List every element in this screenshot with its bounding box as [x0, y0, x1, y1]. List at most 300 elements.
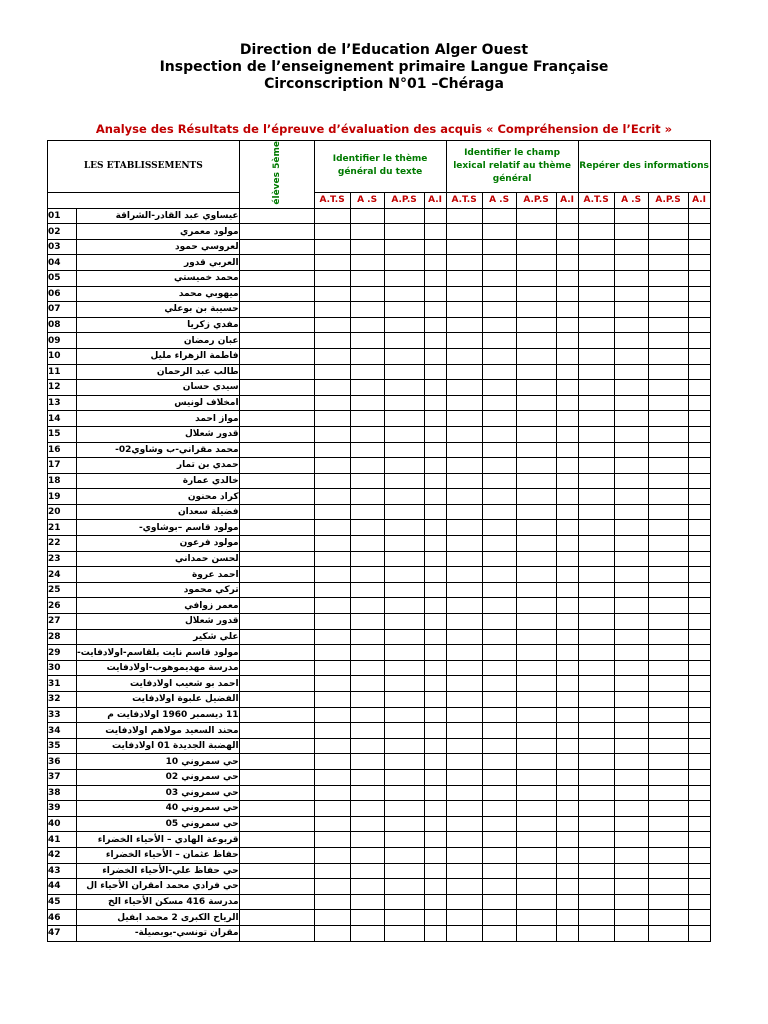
result-cell[interactable] — [614, 473, 648, 489]
result-cell[interactable] — [350, 769, 384, 785]
result-cell[interactable] — [578, 208, 614, 224]
result-cell[interactable] — [424, 442, 446, 458]
result-cell[interactable] — [424, 551, 446, 567]
result-cell[interactable] — [350, 224, 384, 240]
result-cell[interactable] — [578, 255, 614, 271]
result-cell[interactable] — [688, 832, 710, 848]
result-cell[interactable] — [446, 707, 482, 723]
result-cell[interactable] — [578, 536, 614, 552]
students-count-cell[interactable] — [239, 692, 314, 708]
students-count-cell[interactable] — [239, 504, 314, 520]
result-cell[interactable] — [482, 785, 516, 801]
result-cell[interactable] — [314, 317, 350, 333]
result-cell[interactable] — [384, 863, 424, 879]
result-cell[interactable] — [446, 426, 482, 442]
result-cell[interactable] — [424, 863, 446, 879]
result-cell[interactable] — [556, 364, 578, 380]
result-cell[interactable] — [516, 380, 556, 396]
result-cell[interactable] — [350, 520, 384, 536]
result-cell[interactable] — [384, 551, 424, 567]
students-count-cell[interactable] — [239, 769, 314, 785]
result-cell[interactable] — [614, 520, 648, 536]
result-cell[interactable] — [688, 302, 710, 318]
result-cell[interactable] — [614, 411, 648, 427]
result-cell[interactable] — [482, 707, 516, 723]
result-cell[interactable] — [314, 801, 350, 817]
result-cell[interactable] — [350, 863, 384, 879]
result-cell[interactable] — [688, 411, 710, 427]
result-cell[interactable] — [424, 832, 446, 848]
result-cell[interactable] — [314, 925, 350, 941]
result-cell[interactable] — [424, 816, 446, 832]
result-cell[interactable] — [648, 536, 688, 552]
result-cell[interactable] — [578, 785, 614, 801]
result-cell[interactable] — [516, 660, 556, 676]
result-cell[interactable] — [516, 364, 556, 380]
students-count-cell[interactable] — [239, 489, 314, 505]
result-cell[interactable] — [482, 925, 516, 941]
result-cell[interactable] — [314, 567, 350, 583]
result-cell[interactable] — [384, 910, 424, 926]
result-cell[interactable] — [648, 863, 688, 879]
result-cell[interactable] — [314, 614, 350, 630]
result-cell[interactable] — [482, 629, 516, 645]
result-cell[interactable] — [424, 380, 446, 396]
result-cell[interactable] — [556, 286, 578, 302]
result-cell[interactable] — [482, 395, 516, 411]
result-cell[interactable] — [424, 754, 446, 770]
result-cell[interactable] — [424, 910, 446, 926]
result-cell[interactable] — [688, 816, 710, 832]
result-cell[interactable] — [688, 224, 710, 240]
result-cell[interactable] — [384, 723, 424, 739]
result-cell[interactable] — [446, 738, 482, 754]
result-cell[interactable] — [350, 910, 384, 926]
result-cell[interactable] — [614, 504, 648, 520]
students-count-cell[interactable] — [239, 208, 314, 224]
result-cell[interactable] — [314, 910, 350, 926]
result-cell[interactable] — [384, 489, 424, 505]
result-cell[interactable] — [516, 723, 556, 739]
result-cell[interactable] — [482, 816, 516, 832]
result-cell[interactable] — [614, 364, 648, 380]
result-cell[interactable] — [482, 442, 516, 458]
result-cell[interactable] — [556, 723, 578, 739]
result-cell[interactable] — [516, 458, 556, 474]
result-cell[interactable] — [614, 925, 648, 941]
result-cell[interactable] — [516, 317, 556, 333]
result-cell[interactable] — [556, 847, 578, 863]
result-cell[interactable] — [446, 302, 482, 318]
result-cell[interactable] — [688, 894, 710, 910]
result-cell[interactable] — [384, 660, 424, 676]
result-cell[interactable] — [578, 847, 614, 863]
result-cell[interactable] — [446, 536, 482, 552]
result-cell[interactable] — [688, 458, 710, 474]
students-count-cell[interactable] — [239, 333, 314, 349]
result-cell[interactable] — [688, 801, 710, 817]
result-cell[interactable] — [314, 785, 350, 801]
result-cell[interactable] — [482, 894, 516, 910]
result-cell[interactable] — [516, 567, 556, 583]
students-count-cell[interactable] — [239, 879, 314, 895]
result-cell[interactable] — [350, 458, 384, 474]
result-cell[interactable] — [424, 738, 446, 754]
result-cell[interactable] — [350, 551, 384, 567]
result-cell[interactable] — [578, 504, 614, 520]
result-cell[interactable] — [516, 551, 556, 567]
students-count-cell[interactable] — [239, 723, 314, 739]
result-cell[interactable] — [516, 239, 556, 255]
result-cell[interactable] — [384, 754, 424, 770]
students-count-cell[interactable] — [239, 364, 314, 380]
result-cell[interactable] — [314, 551, 350, 567]
result-cell[interactable] — [446, 255, 482, 271]
result-cell[interactable] — [556, 863, 578, 879]
result-cell[interactable] — [384, 707, 424, 723]
result-cell[interactable] — [578, 582, 614, 598]
students-count-cell[interactable] — [239, 442, 314, 458]
result-cell[interactable] — [578, 364, 614, 380]
result-cell[interactable] — [314, 520, 350, 536]
result-cell[interactable] — [424, 520, 446, 536]
result-cell[interactable] — [482, 801, 516, 817]
result-cell[interactable] — [446, 676, 482, 692]
result-cell[interactable] — [350, 426, 384, 442]
result-cell[interactable] — [446, 395, 482, 411]
result-cell[interactable] — [446, 629, 482, 645]
result-cell[interactable] — [614, 660, 648, 676]
result-cell[interactable] — [578, 910, 614, 926]
result-cell[interactable] — [482, 551, 516, 567]
result-cell[interactable] — [648, 286, 688, 302]
result-cell[interactable] — [350, 348, 384, 364]
result-cell[interactable] — [482, 270, 516, 286]
students-count-cell[interactable] — [239, 582, 314, 598]
result-cell[interactable] — [578, 270, 614, 286]
result-cell[interactable] — [614, 894, 648, 910]
result-cell[interactable] — [688, 551, 710, 567]
result-cell[interactable] — [648, 551, 688, 567]
result-cell[interactable] — [446, 489, 482, 505]
result-cell[interactable] — [350, 925, 384, 941]
result-cell[interactable] — [516, 598, 556, 614]
result-cell[interactable] — [446, 551, 482, 567]
result-cell[interactable] — [446, 567, 482, 583]
result-cell[interactable] — [648, 692, 688, 708]
result-cell[interactable] — [482, 380, 516, 396]
result-cell[interactable] — [648, 582, 688, 598]
result-cell[interactable] — [384, 348, 424, 364]
result-cell[interactable] — [516, 255, 556, 271]
result-cell[interactable] — [384, 442, 424, 458]
result-cell[interactable] — [578, 816, 614, 832]
students-count-cell[interactable] — [239, 645, 314, 661]
result-cell[interactable] — [314, 395, 350, 411]
result-cell[interactable] — [648, 348, 688, 364]
students-count-cell[interactable] — [239, 411, 314, 427]
result-cell[interactable] — [614, 723, 648, 739]
result-cell[interactable] — [556, 348, 578, 364]
result-cell[interactable] — [688, 473, 710, 489]
result-cell[interactable] — [516, 270, 556, 286]
result-cell[interactable] — [384, 785, 424, 801]
result-cell[interactable] — [482, 317, 516, 333]
result-cell[interactable] — [384, 567, 424, 583]
students-count-cell[interactable] — [239, 614, 314, 630]
result-cell[interactable] — [350, 270, 384, 286]
result-cell[interactable] — [688, 645, 710, 661]
result-cell[interactable] — [314, 442, 350, 458]
result-cell[interactable] — [482, 614, 516, 630]
result-cell[interactable] — [350, 317, 384, 333]
result-cell[interactable] — [482, 348, 516, 364]
result-cell[interactable] — [648, 489, 688, 505]
result-cell[interactable] — [614, 551, 648, 567]
result-cell[interactable] — [688, 520, 710, 536]
result-cell[interactable] — [688, 660, 710, 676]
result-cell[interactable] — [482, 598, 516, 614]
result-cell[interactable] — [350, 567, 384, 583]
result-cell[interactable] — [688, 504, 710, 520]
result-cell[interactable] — [516, 894, 556, 910]
result-cell[interactable] — [424, 785, 446, 801]
result-cell[interactable] — [314, 239, 350, 255]
result-cell[interactable] — [556, 660, 578, 676]
result-cell[interactable] — [314, 582, 350, 598]
students-count-cell[interactable] — [239, 567, 314, 583]
result-cell[interactable] — [556, 208, 578, 224]
result-cell[interactable] — [516, 426, 556, 442]
result-cell[interactable] — [424, 660, 446, 676]
result-cell[interactable] — [556, 582, 578, 598]
result-cell[interactable] — [482, 738, 516, 754]
result-cell[interactable] — [482, 847, 516, 863]
result-cell[interactable] — [578, 520, 614, 536]
students-count-cell[interactable] — [239, 801, 314, 817]
result-cell[interactable] — [314, 333, 350, 349]
result-cell[interactable] — [578, 567, 614, 583]
result-cell[interactable] — [350, 489, 384, 505]
result-cell[interactable] — [482, 692, 516, 708]
result-cell[interactable] — [578, 239, 614, 255]
result-cell[interactable] — [482, 863, 516, 879]
result-cell[interactable] — [384, 426, 424, 442]
result-cell[interactable] — [578, 489, 614, 505]
result-cell[interactable] — [482, 832, 516, 848]
result-cell[interactable] — [648, 239, 688, 255]
result-cell[interactable] — [424, 224, 446, 240]
result-cell[interactable] — [314, 208, 350, 224]
result-cell[interactable] — [516, 504, 556, 520]
result-cell[interactable] — [556, 504, 578, 520]
result-cell[interactable] — [424, 348, 446, 364]
result-cell[interactable] — [350, 707, 384, 723]
students-count-cell[interactable] — [239, 536, 314, 552]
result-cell[interactable] — [314, 660, 350, 676]
result-cell[interactable] — [424, 411, 446, 427]
result-cell[interactable] — [384, 536, 424, 552]
result-cell[interactable] — [648, 645, 688, 661]
result-cell[interactable] — [614, 801, 648, 817]
result-cell[interactable] — [482, 302, 516, 318]
result-cell[interactable] — [516, 582, 556, 598]
result-cell[interactable] — [384, 801, 424, 817]
result-cell[interactable] — [424, 614, 446, 630]
result-cell[interactable] — [350, 380, 384, 396]
result-cell[interactable] — [614, 738, 648, 754]
result-cell[interactable] — [482, 910, 516, 926]
result-cell[interactable] — [314, 692, 350, 708]
result-cell[interactable] — [614, 224, 648, 240]
result-cell[interactable] — [516, 863, 556, 879]
result-cell[interactable] — [314, 364, 350, 380]
result-cell[interactable] — [350, 894, 384, 910]
result-cell[interactable] — [648, 629, 688, 645]
result-cell[interactable] — [314, 676, 350, 692]
result-cell[interactable] — [314, 458, 350, 474]
result-cell[interactable] — [384, 676, 424, 692]
result-cell[interactable] — [556, 411, 578, 427]
result-cell[interactable] — [384, 286, 424, 302]
result-cell[interactable] — [688, 723, 710, 739]
result-cell[interactable] — [688, 270, 710, 286]
result-cell[interactable] — [578, 426, 614, 442]
result-cell[interactable] — [482, 567, 516, 583]
result-cell[interactable] — [350, 473, 384, 489]
result-cell[interactable] — [384, 582, 424, 598]
result-cell[interactable] — [578, 224, 614, 240]
students-count-cell[interactable] — [239, 925, 314, 941]
result-cell[interactable] — [578, 395, 614, 411]
result-cell[interactable] — [482, 411, 516, 427]
result-cell[interactable] — [648, 816, 688, 832]
result-cell[interactable] — [516, 769, 556, 785]
result-cell[interactable] — [314, 224, 350, 240]
result-cell[interactable] — [482, 520, 516, 536]
students-count-cell[interactable] — [239, 224, 314, 240]
result-cell[interactable] — [314, 286, 350, 302]
result-cell[interactable] — [578, 473, 614, 489]
result-cell[interactable] — [350, 879, 384, 895]
result-cell[interactable] — [578, 458, 614, 474]
result-cell[interactable] — [578, 832, 614, 848]
result-cell[interactable] — [614, 785, 648, 801]
result-cell[interactable] — [648, 738, 688, 754]
result-cell[interactable] — [578, 348, 614, 364]
result-cell[interactable] — [482, 645, 516, 661]
result-cell[interactable] — [424, 208, 446, 224]
result-cell[interactable] — [314, 816, 350, 832]
result-cell[interactable] — [556, 333, 578, 349]
result-cell[interactable] — [688, 286, 710, 302]
result-cell[interactable] — [446, 816, 482, 832]
result-cell[interactable] — [688, 255, 710, 271]
result-cell[interactable] — [482, 754, 516, 770]
result-cell[interactable] — [614, 395, 648, 411]
students-count-cell[interactable] — [239, 270, 314, 286]
result-cell[interactable] — [424, 473, 446, 489]
result-cell[interactable] — [648, 832, 688, 848]
result-cell[interactable] — [614, 302, 648, 318]
result-cell[interactable] — [314, 473, 350, 489]
result-cell[interactable] — [648, 504, 688, 520]
result-cell[interactable] — [350, 832, 384, 848]
result-cell[interactable] — [614, 847, 648, 863]
students-count-cell[interactable] — [239, 551, 314, 567]
result-cell[interactable] — [424, 707, 446, 723]
result-cell[interactable] — [688, 582, 710, 598]
result-cell[interactable] — [578, 598, 614, 614]
result-cell[interactable] — [350, 614, 384, 630]
result-cell[interactable] — [516, 738, 556, 754]
result-cell[interactable] — [516, 879, 556, 895]
result-cell[interactable] — [614, 863, 648, 879]
result-cell[interactable] — [424, 692, 446, 708]
result-cell[interactable] — [688, 738, 710, 754]
result-cell[interactable] — [446, 598, 482, 614]
result-cell[interactable] — [384, 629, 424, 645]
result-cell[interactable] — [446, 317, 482, 333]
result-cell[interactable] — [516, 832, 556, 848]
result-cell[interactable] — [688, 629, 710, 645]
result-cell[interactable] — [384, 270, 424, 286]
result-cell[interactable] — [446, 847, 482, 863]
result-cell[interactable] — [516, 910, 556, 926]
result-cell[interactable] — [516, 473, 556, 489]
students-count-cell[interactable] — [239, 458, 314, 474]
result-cell[interactable] — [350, 723, 384, 739]
result-cell[interactable] — [578, 738, 614, 754]
result-cell[interactable] — [614, 317, 648, 333]
result-cell[interactable] — [648, 754, 688, 770]
result-cell[interactable] — [688, 676, 710, 692]
result-cell[interactable] — [350, 582, 384, 598]
result-cell[interactable] — [578, 333, 614, 349]
result-cell[interactable] — [384, 879, 424, 895]
result-cell[interactable] — [688, 879, 710, 895]
result-cell[interactable] — [384, 239, 424, 255]
result-cell[interactable] — [688, 239, 710, 255]
students-count-cell[interactable] — [239, 847, 314, 863]
result-cell[interactable] — [350, 738, 384, 754]
result-cell[interactable] — [516, 333, 556, 349]
result-cell[interactable] — [424, 879, 446, 895]
result-cell[interactable] — [482, 536, 516, 552]
result-cell[interactable] — [384, 504, 424, 520]
students-count-cell[interactable] — [239, 239, 314, 255]
students-count-cell[interactable] — [239, 380, 314, 396]
result-cell[interactable] — [482, 208, 516, 224]
result-cell[interactable] — [688, 785, 710, 801]
result-cell[interactable] — [424, 270, 446, 286]
students-count-cell[interactable] — [239, 894, 314, 910]
result-cell[interactable] — [446, 879, 482, 895]
result-cell[interactable] — [688, 348, 710, 364]
result-cell[interactable] — [516, 520, 556, 536]
result-cell[interactable] — [424, 364, 446, 380]
result-cell[interactable] — [446, 286, 482, 302]
students-count-cell[interactable] — [239, 863, 314, 879]
result-cell[interactable] — [446, 660, 482, 676]
result-cell[interactable] — [556, 754, 578, 770]
result-cell[interactable] — [482, 364, 516, 380]
result-cell[interactable] — [350, 302, 384, 318]
result-cell[interactable] — [614, 380, 648, 396]
result-cell[interactable] — [648, 442, 688, 458]
result-cell[interactable] — [556, 676, 578, 692]
students-count-cell[interactable] — [239, 676, 314, 692]
